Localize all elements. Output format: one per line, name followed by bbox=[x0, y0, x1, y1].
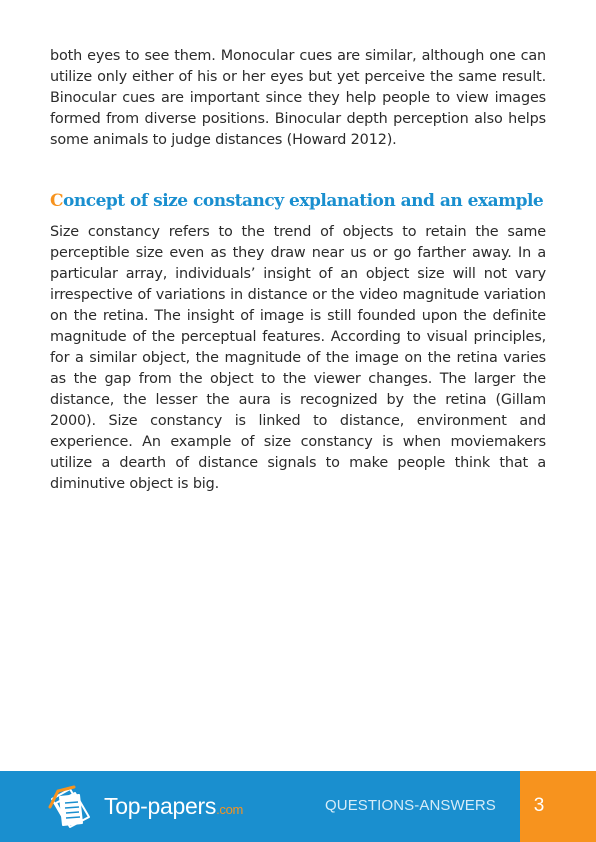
section-heading bbox=[50, 188, 546, 214]
page-content bbox=[50, 46, 546, 495]
brand-name bbox=[104, 793, 243, 820]
page-number: 3 bbox=[533, 795, 545, 816]
page-footer bbox=[0, 771, 596, 842]
intro-paragraph: both eyes to see them. Monocular cues are similar, although one can utilize only either of his or her eyes but yet perceive the same result. Binocular cues are important since they help people to view images formed from diverse positions. Binocular depth perception also helps some animals to judge distances (Howard 2012). bbox=[50, 48, 546, 148]
brand-logo[interactable] bbox=[48, 785, 278, 829]
section-heading-text: oncept of size constancy explanation and an example bbox=[63, 191, 544, 211]
stacked-papers-icon bbox=[48, 785, 104, 829]
section-heading-initial: C bbox=[50, 191, 64, 211]
section-paragraph: Size constancy refers to the trend of objects to retain the same perceptible size even as they draw near us or go farther away. In a particular array, individuals’ insight of an object size will not vary irrespective of variations in distance or the video magnitude variation on the retina. The insight of image is still founded upon the definite magnitude of the perceptual features. According to visual principles, for a similar object, the magnitude of the image on the retina varies as the gap from the object to the viewer changes. The larger the distance, the lesser the aura is recognized by the retina (Gillam 2000). Size constancy is linked to distance, environment and experience. An example of size constancy is when moviemakers utilize a dearth of distance signals to make people think that a diminutive object is big. bbox=[50, 224, 546, 492]
page-number-box bbox=[520, 771, 596, 842]
footer-section-label: QUESTIONS-ANSWERS bbox=[325, 797, 496, 814]
brand-domain: .com bbox=[216, 802, 244, 817]
brand-name-main: Top-papers bbox=[104, 793, 217, 819]
